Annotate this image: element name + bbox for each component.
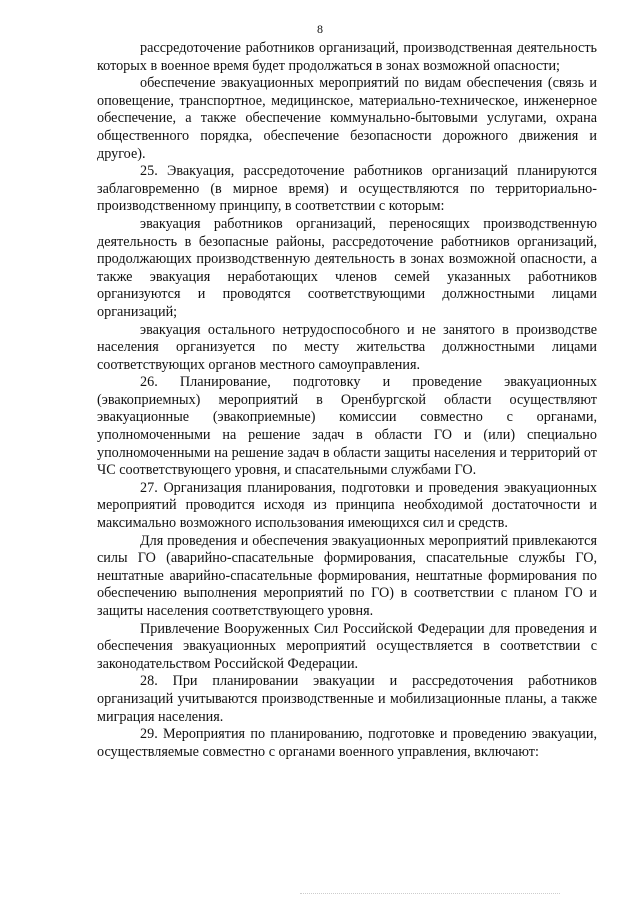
paragraph-26-commissions: 26. Планирование, подготовку и проведение эвакуационных (эвакоприемных) мероприятий в Оренбургской области осуществляют эвакуационные (эвакоприемные) комиссии совместно с органами, уполномоченными на решение задач в области ГО и (или) специально уполномоченными на решение задач в области защиты населения и территорий от ЧС соответствующего уровня, и спасательными службами ГО.: [97, 374, 597, 479]
paragraph-workers-evacuation: эвакуация работников организаций, переносящих производственную деятельность в безопасные районы, рассредоточение работников организаций, продолжающих производственную деятельность в зонах возможной опасности, а также эвакуация неработающих членов семей указанных работников организуются и проводятся соответствующими должностными лицами организаций;: [97, 215, 597, 320]
paragraph-dispersal-workers: рассредоточение работников организаций, производственная деятельность которых в военное время будет продолжаться в зонах возможной опасности;: [97, 40, 597, 74]
paragraph-29-joint-measures: 29. Мероприятия по планированию, подготовке и проведению эвакуации, осуществляемые совместно с органами военного управления, включают:: [97, 726, 597, 760]
scan-artifact-line: [300, 893, 560, 898]
paragraph-population-evacuation: эвакуация остального нетрудоспособного и не занятого в производстве населения организуется по месту жительства должностными лицами соответствующих органов местного самоуправления.: [97, 321, 597, 373]
paragraph-evacuation-support: обеспечение эвакуационных мероприятий по видам обеспечения (связь и оповещение, транспортное, медицинское, материально-техническое, инженерное обеспечение, а также обеспечение коммунально-бытовыми услугами, охрана общественного порядка, обеспечение безопасности дорожного движения и другое).: [97, 75, 597, 162]
paragraph-25-evacuation-planning: 25. Эвакуация, рассредоточение работников организаций планируются заблаговременно (в мирное время) и осуществляются по территориально-производственному принципу, в соответствии с которым:: [97, 163, 597, 215]
paragraph-27-organization: 27. Организация планирования, подготовки и проведения эвакуационных мероприятий проводится исходя из принципа необходимой достаточности и максимально возможного использования имеющихся сил и средств.: [97, 479, 597, 532]
document-body: [97, 40, 597, 761]
page-number: 8: [317, 22, 323, 36]
paragraph-armed-forces: Привлечение Вооруженных Сил Российской Федерации для проведения и обеспечения эвакуационных мероприятий осуществляется в соответствии с законодательством Российской Федерации.: [97, 620, 597, 672]
paragraph-forces-involved: Для проведения и обеспечения эвакуационных мероприятий привлекаются силы ГО (аварийно-спасательные формирования, спасательные службы ГО, нештатные аварийно-спасательные формирования, нештатные формирования по обеспечению выполнения мероприятий по ГО) в соответствии с планом ГО и защиты населения соответствующего уровня.: [97, 532, 597, 619]
paragraph-28-planning-considerations: 28. При планировании эвакуации и рассредоточения работников организаций учитываются производственные и мобилизационные планы, а также миграция населения.: [97, 673, 597, 725]
